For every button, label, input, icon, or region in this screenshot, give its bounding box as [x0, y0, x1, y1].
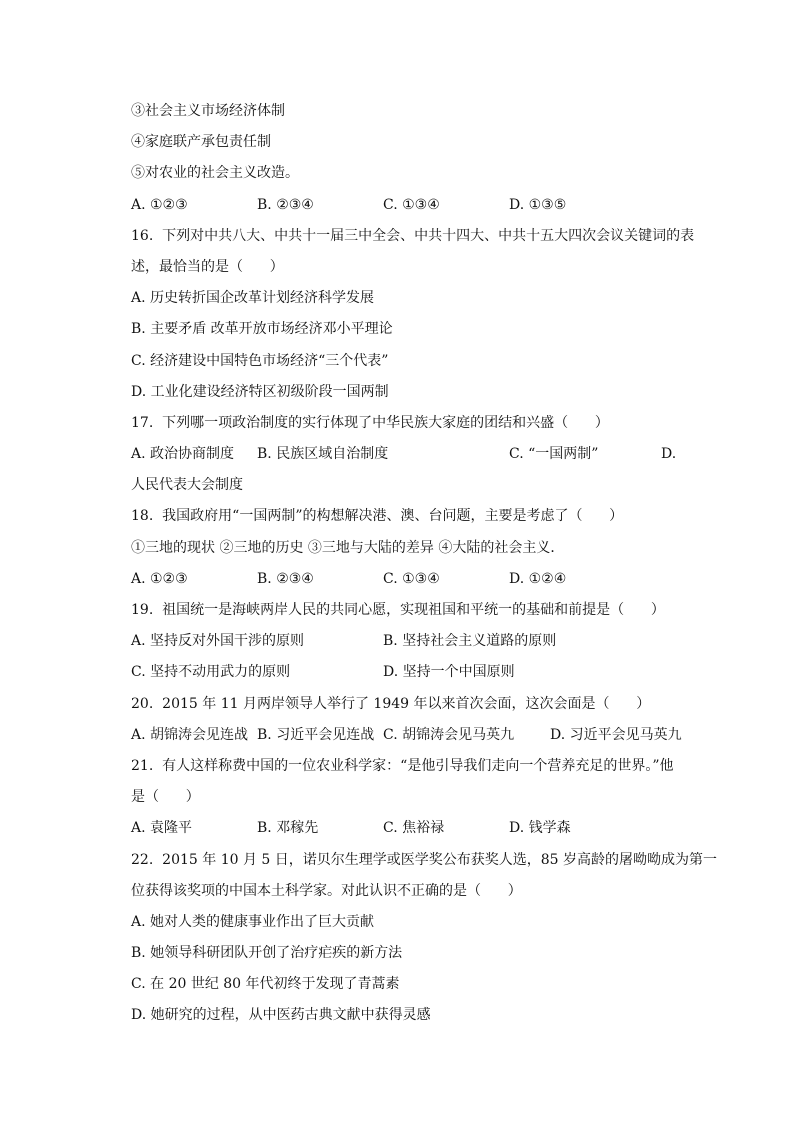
q16-stem-line2: 述，最恰当的是（ ）	[131, 258, 284, 275]
q19-option-b[interactable]: B. 坚持社会主义道路的原则	[383, 633, 557, 650]
q19-option-d[interactable]: D. 坚持一个中国原则	[383, 664, 515, 681]
q22-option-d[interactable]: D. 她研究的过程，从中医药古典文献中获得灵感	[131, 1007, 431, 1024]
q19-option-c[interactable]: C. 坚持不动用武力的原则	[131, 664, 291, 681]
q18-options	[131, 564, 701, 595]
q16-option-c[interactable]: C. 经济建设中国特色市场经济“三个代表”	[131, 352, 389, 369]
q17-options	[131, 439, 701, 470]
q21-options	[131, 813, 701, 844]
q22-stem-line1: 22. 2015 年 10 月 5 日，诺贝尔生理学或医学奖公布获奖人选，85 岁高龄的屠呦呦成为第一	[131, 851, 718, 868]
q19-stem: 19. 祖国统一是海峡两岸人民的共同心愿，实现祖国和平统一的基础和前提是（ ）	[131, 602, 665, 618]
q21-stem-line2: 是（ ）	[131, 789, 200, 806]
q18-option-c[interactable]: C. ①③④	[383, 570, 440, 587]
q16-option-a[interactable]: A. 历史转折国企改革计划经济科学发展	[131, 290, 375, 307]
q21-option-d[interactable]: D. 钱学森	[509, 820, 571, 837]
prev-option-a[interactable]: A. ①②③	[131, 196, 188, 213]
q22-stem-line2: 位获得该奖项的中国本土科学家。对此认识不正确的是（ ）	[131, 882, 522, 899]
q17-option-b[interactable]: B. 民族区域自治制度	[257, 446, 389, 463]
q20-option-b[interactable]: B. 习近平会见连战	[257, 726, 375, 743]
q21-option-c[interactable]: C. 焦裕禄	[383, 820, 445, 837]
q22-option-a[interactable]: A. 她对人类的健康事业作出了巨大贡献	[131, 913, 375, 930]
exam-page	[131, 96, 718, 1032]
q17-option-a[interactable]: A. 政治协商制度	[131, 446, 235, 463]
q21-option-b[interactable]: B. 邓稼先	[257, 820, 319, 837]
q20-option-a[interactable]: A. 胡锦涛会见连战	[131, 726, 249, 743]
q20-stem: 20. 2015 年 11 月两岸领导人举行了 1949 年以来首次会面，这次会面是（ ）	[131, 695, 651, 712]
q17-option-d-text[interactable]: 人民代表大会制度	[131, 477, 243, 494]
prev-item-4: ④家庭联产承包责任制	[131, 134, 271, 151]
q22-option-c[interactable]: C. 在 20 世纪 80 年代初终于发现了青蒿素	[131, 976, 400, 993]
q17-option-d[interactable]: D.	[661, 446, 677, 463]
q16-stem-line1: 16. 下列对中共八大、中共十一届三中全会、中共十四大、中共十五大四次会议关键词的表	[131, 227, 695, 244]
q16-option-b[interactable]: B. 主要矛盾 改革开放市场经济邓小平理论	[131, 321, 393, 338]
q17-stem: 17. 下列哪一项政治制度的实行体现了中华民族大家庭的团结和兴盛（ ）	[131, 414, 609, 431]
q19-options-row1	[131, 626, 701, 657]
q18-option-a[interactable]: A. ①②③	[131, 570, 188, 587]
q18-option-b[interactable]: B. ②③④	[257, 570, 314, 587]
q20-options	[131, 720, 701, 751]
q21-option-a[interactable]: A. 袁隆平	[131, 820, 193, 837]
q17-option-c[interactable]: C. “一国两制”	[509, 446, 599, 463]
q16-option-d[interactable]: D. 工业化建设经济特区初级阶段一国两制	[131, 383, 389, 400]
q18-stem: 18. 我国政府用“一国两制”的构想解决港、澳、台问题，主要是考虑了（ ）	[131, 508, 624, 525]
prev-option-d[interactable]: D. ①③⑤	[509, 196, 567, 213]
q21-stem-line1: 21. 有人这样称费中国的一位农业科学家：“是他引导我们走向一个营养充足的世界。”他	[131, 757, 674, 774]
q18-items: ①三地的现状 ②三地的历史 ③三地与大陆的差异 ④大陆的社会主义．	[131, 539, 565, 556]
q22-option-b[interactable]: B. 她领导科研团队开创了治疗疟疾的新方法	[131, 945, 403, 962]
q20-option-c[interactable]: C. 胡锦涛会见马英九	[383, 726, 515, 743]
prev-options	[131, 190, 701, 221]
prev-item-3: ③社会主义市场经济体制	[131, 103, 285, 119]
q19-options-row2	[131, 657, 701, 688]
q18-option-d[interactable]: D. ①②④	[509, 570, 567, 587]
q19-option-a[interactable]: A. 坚持反对外国干涉的原则	[131, 633, 305, 650]
prev-option-c[interactable]: C. ①③④	[383, 196, 440, 213]
prev-option-b[interactable]: B. ②③④	[257, 196, 314, 213]
q20-option-d[interactable]: D. 习近平会见马英九	[550, 726, 682, 743]
prev-item-5: ⑤对农业的社会主义改造。	[131, 165, 299, 182]
